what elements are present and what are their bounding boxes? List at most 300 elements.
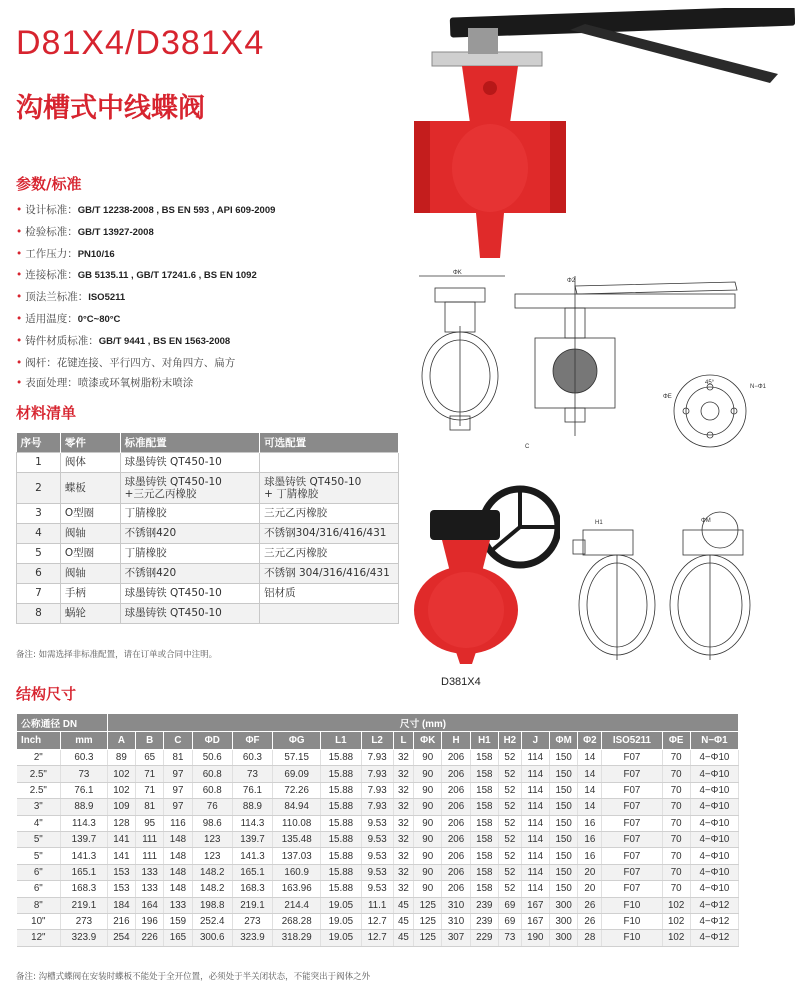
dims-header-cell: ΦF bbox=[232, 732, 272, 750]
dims-cell: 300 bbox=[549, 930, 577, 946]
dims-cell: 114 bbox=[521, 799, 549, 815]
dims-cell: 148.2 bbox=[192, 864, 232, 880]
dims-header-cell: L1 bbox=[321, 732, 361, 750]
dims-cell: 89 bbox=[107, 750, 135, 766]
dims-cell: 69 bbox=[498, 913, 521, 929]
dims-cell: 148 bbox=[164, 848, 192, 864]
dims-cell: F07 bbox=[602, 782, 662, 798]
materials-cell-std: 球墨铸铁 QT450-10 bbox=[120, 452, 260, 472]
dims-cell: 73 bbox=[232, 766, 272, 782]
dims-cell: 90 bbox=[414, 799, 442, 815]
dims-cell: 158 bbox=[470, 881, 498, 897]
dims-cell: 206 bbox=[442, 750, 470, 766]
dims-cell: 19.05 bbox=[321, 913, 361, 929]
dims-cell: 97 bbox=[164, 799, 192, 815]
dims-cell: F07 bbox=[602, 864, 662, 880]
dims-cell: 252.4 bbox=[192, 913, 232, 929]
param-label: 设计标准： bbox=[25, 204, 78, 216]
dims-row bbox=[17, 881, 739, 897]
dims-cell: 8" bbox=[17, 897, 61, 913]
param-row bbox=[16, 331, 396, 353]
dims-cell: 7.93 bbox=[361, 766, 393, 782]
materials-cell-std: 球墨铸铁 QT450-10 +三元乙丙橡胶 bbox=[120, 472, 260, 503]
dims-cell: 4−Φ12 bbox=[690, 930, 738, 946]
param-row bbox=[16, 309, 396, 331]
dimension-table bbox=[16, 713, 739, 947]
materials-cell-part: 阀轴 bbox=[60, 523, 120, 543]
materials-cell-no: 6 bbox=[17, 563, 61, 583]
dims-cell: 76.1 bbox=[61, 782, 108, 798]
dims-cell: 52 bbox=[498, 831, 521, 847]
dims-cell: 133 bbox=[164, 897, 192, 913]
dims-cell: 95 bbox=[136, 815, 164, 831]
dims-cell: 70 bbox=[662, 881, 690, 897]
dims-row bbox=[17, 766, 739, 782]
materials-row bbox=[17, 583, 399, 603]
dims-cell: 69 bbox=[498, 897, 521, 913]
label-phi2: Φ2 bbox=[567, 278, 576, 284]
dims-cell: 15.88 bbox=[321, 750, 361, 766]
param-value: GB 5135.11 , GB/T 17241.6 , BS EN 1092 bbox=[77, 270, 257, 282]
bullet-icon: • bbox=[16, 334, 23, 347]
param-value: 喷漆或环氧树脂粉末喷涂 bbox=[77, 377, 194, 390]
param-label: 适用温度： bbox=[25, 312, 78, 325]
dims-cell: 148 bbox=[164, 864, 192, 880]
dims-cell: 206 bbox=[442, 782, 470, 798]
dims-cell: 28 bbox=[578, 930, 602, 946]
dims-cell: 69.09 bbox=[273, 766, 321, 782]
materials-cell-opt: 不锈钢 304/316/416/431 bbox=[260, 563, 399, 583]
materials-cell-no: 7 bbox=[17, 583, 61, 603]
materials-row bbox=[17, 503, 399, 523]
page-title: D81X4/D381X4 bbox=[16, 24, 265, 62]
param-row bbox=[16, 244, 396, 266]
param-label: 检验标准： bbox=[25, 225, 78, 238]
dims-cell: 310 bbox=[442, 897, 470, 913]
dims-cell: 102 bbox=[662, 913, 690, 929]
dims-cell: F07 bbox=[602, 750, 662, 766]
dims-cell: 159 bbox=[164, 913, 192, 929]
dims-cell: 141 bbox=[107, 831, 135, 847]
dims-cell: 165.1 bbox=[232, 864, 272, 880]
dims-header-cell: ΦD bbox=[192, 732, 232, 750]
materials-cell-no: 3 bbox=[17, 503, 61, 523]
dims-header-cell: mm bbox=[61, 732, 108, 750]
dims-cell: 90 bbox=[414, 766, 442, 782]
materials-cell-opt: 三元乙丙橡胶 bbox=[260, 543, 399, 563]
dims-cell: 7.93 bbox=[361, 799, 393, 815]
dims-cell: 90 bbox=[414, 831, 442, 847]
dims-header-cell: A bbox=[107, 732, 135, 750]
dims-cell: 97 bbox=[164, 782, 192, 798]
dims-cell: 4−Φ12 bbox=[690, 913, 738, 929]
dims-cell: 45 bbox=[393, 913, 413, 929]
dims-header-cell: ISO5211 bbox=[602, 732, 662, 750]
dims-cell: 52 bbox=[498, 782, 521, 798]
dims-cell: 214.4 bbox=[273, 897, 321, 913]
dims-cell: 15.88 bbox=[321, 766, 361, 782]
param-row bbox=[16, 353, 396, 374]
dims-cell: 150 bbox=[549, 815, 577, 831]
dims-header-cell: ΦE bbox=[662, 732, 690, 750]
dims-cell: 150 bbox=[549, 848, 577, 864]
materials-cell-part: 蜗轮 bbox=[60, 603, 120, 623]
dims-cell: 150 bbox=[549, 750, 577, 766]
dims-cell: 50.6 bbox=[192, 750, 232, 766]
param-row bbox=[16, 222, 396, 244]
dims-cell: 70 bbox=[662, 848, 690, 864]
materials-cell-std: 球墨铸铁 QT450-10 bbox=[120, 603, 260, 623]
dims-cell: 73 bbox=[498, 930, 521, 946]
dims-cell: 20 bbox=[578, 864, 602, 880]
dims-note: 备注: 沟槽式蝶阀在安装时蝶板不能处于全开位置，必须处于半关闭状态，不能突出于阀体之外 bbox=[16, 972, 371, 982]
dims-cell: 3" bbox=[17, 799, 61, 815]
dims-cell: 114 bbox=[521, 864, 549, 880]
dims-cell: 19.05 bbox=[321, 897, 361, 913]
dims-cell: 16 bbox=[578, 831, 602, 847]
materials-cell-std: 不锈钢420 bbox=[120, 563, 260, 583]
dims-cell: 206 bbox=[442, 766, 470, 782]
dims-cell: 137.03 bbox=[273, 848, 321, 864]
dims-cell: 97 bbox=[164, 766, 192, 782]
dims-cell: 9.53 bbox=[361, 815, 393, 831]
dims-cell: 141.3 bbox=[232, 848, 272, 864]
dims-cell: 4−Φ10 bbox=[690, 848, 738, 864]
dims-cell: F10 bbox=[602, 897, 662, 913]
page-subtitle: 沟槽式中线蝶阀 bbox=[16, 93, 205, 124]
dims-cell: 12.7 bbox=[361, 930, 393, 946]
dims-cell: 158 bbox=[470, 815, 498, 831]
dims-cell: 15.88 bbox=[321, 815, 361, 831]
dims-header-cell: ΦG bbox=[273, 732, 321, 750]
dims-cell: 6" bbox=[17, 864, 61, 880]
dims-cell: 318.29 bbox=[273, 930, 321, 946]
dims-cell: 133 bbox=[136, 864, 164, 880]
dims-cell: 90 bbox=[414, 815, 442, 831]
dims-header-cell: ΦM bbox=[549, 732, 577, 750]
dims-cell: 70 bbox=[662, 831, 690, 847]
dims-row bbox=[17, 930, 739, 946]
dims-header-cell: J bbox=[521, 732, 549, 750]
valve-lever-photo bbox=[410, 8, 795, 266]
dims-cell: 76.1 bbox=[232, 782, 272, 798]
materials-row bbox=[17, 603, 399, 623]
dims-cell: 153 bbox=[107, 881, 135, 897]
dims-cell: 71 bbox=[136, 782, 164, 798]
materials-cell-opt: 球墨铸铁 QT450-10 + 丁腈橡胶 bbox=[260, 472, 399, 503]
dims-cell: 15.88 bbox=[321, 831, 361, 847]
materials-cell-no: 1 bbox=[17, 452, 61, 472]
dims-cell: 158 bbox=[470, 799, 498, 815]
dn-header: 公称通径 DN bbox=[17, 714, 108, 732]
dims-cell: 114 bbox=[521, 881, 549, 897]
bullet-icon: • bbox=[16, 356, 23, 369]
dims-cell: 111 bbox=[136, 831, 164, 847]
dims-cell: 32 bbox=[393, 848, 413, 864]
dims-cell: 102 bbox=[107, 782, 135, 798]
dims-cell: 300.6 bbox=[192, 930, 232, 946]
materials-cell-no: 4 bbox=[17, 523, 61, 543]
dims-row bbox=[17, 848, 739, 864]
dims-cell: 32 bbox=[393, 864, 413, 880]
dims-cell: 158 bbox=[470, 750, 498, 766]
dims-header-cell: H2 bbox=[498, 732, 521, 750]
materials-row bbox=[17, 563, 399, 583]
dims-cell: 114 bbox=[521, 782, 549, 798]
materials-cell-opt bbox=[260, 452, 399, 472]
dims-cell: 9.53 bbox=[361, 881, 393, 897]
dims-cell: 5" bbox=[17, 848, 61, 864]
dims-cell: 153 bbox=[107, 864, 135, 880]
dims-row bbox=[17, 913, 739, 929]
dims-cell: 70 bbox=[662, 815, 690, 831]
dims-cell: 323.9 bbox=[232, 930, 272, 946]
dims-cell: 150 bbox=[549, 864, 577, 880]
dims-cell: 57.15 bbox=[273, 750, 321, 766]
dims-cell: 72.26 bbox=[273, 782, 321, 798]
materials-cell-no: 2 bbox=[17, 472, 61, 503]
dims-cell: 102 bbox=[662, 930, 690, 946]
dims-cell: 70 bbox=[662, 766, 690, 782]
bullet-icon: • bbox=[16, 225, 23, 238]
dims-cell: 148 bbox=[164, 881, 192, 897]
dims-header-cell: C bbox=[164, 732, 192, 750]
dims-cell: 60.3 bbox=[61, 750, 108, 766]
param-label: 连接标准： bbox=[25, 269, 78, 282]
dims-cell: 268.28 bbox=[273, 913, 321, 929]
materials-cell-std: 丁腈橡胶 bbox=[120, 503, 260, 523]
dims-cell: 32 bbox=[393, 881, 413, 897]
params-list bbox=[16, 200, 396, 394]
param-value: GB/T 12238-2008 , BS EN 593 , API 609-2009 bbox=[77, 205, 276, 216]
dimension-drawing-lever bbox=[405, 266, 795, 456]
dims-cell: 32 bbox=[393, 831, 413, 847]
materials-header-cell: 零件 bbox=[60, 433, 120, 452]
dims-cell: 163.96 bbox=[273, 881, 321, 897]
dims-cell: 139.7 bbox=[61, 831, 108, 847]
dims-cell: 168.3 bbox=[232, 881, 272, 897]
param-value: 0°C~80°C bbox=[77, 313, 121, 325]
bullet-icon: • bbox=[16, 204, 23, 216]
dims-cell: 300 bbox=[549, 897, 577, 913]
dims-cell: 219.1 bbox=[61, 897, 108, 913]
label-n-phi1: N−Φ1 bbox=[750, 384, 766, 390]
dims-cell: 88.9 bbox=[61, 799, 108, 815]
materials-cell-opt: 不锈钢304/316/416/431 bbox=[260, 523, 399, 543]
materials-cell-std: 球墨铸铁 QT450-10 bbox=[120, 583, 260, 603]
param-value: GB/T 13927-2008 bbox=[77, 226, 154, 238]
dims-cell: 70 bbox=[662, 782, 690, 798]
dims-row bbox=[17, 799, 739, 815]
dims-cell: 65 bbox=[136, 750, 164, 766]
dims-cell: F07 bbox=[602, 815, 662, 831]
materials-row bbox=[17, 523, 399, 543]
materials-header-cell: 序号 bbox=[17, 433, 61, 452]
dims-cell: 4−Φ10 bbox=[690, 881, 738, 897]
materials-cell-part: 阀轴 bbox=[60, 563, 120, 583]
dims-cell: 114 bbox=[521, 815, 549, 831]
dims-cell: 2.5" bbox=[17, 766, 61, 782]
materials-cell-opt: 铝材质 bbox=[260, 583, 399, 603]
dims-cell: 158 bbox=[470, 864, 498, 880]
dims-cell: 102 bbox=[662, 897, 690, 913]
dims-cell: F07 bbox=[602, 799, 662, 815]
materials-header-cell: 标准配置 bbox=[120, 433, 260, 452]
dims-cell: 7.93 bbox=[361, 782, 393, 798]
dims-cell: 32 bbox=[393, 782, 413, 798]
dims-cell: 323.9 bbox=[61, 930, 108, 946]
dims-header-cell: Φ2 bbox=[578, 732, 602, 750]
dims-cell: 114.3 bbox=[232, 815, 272, 831]
dims-cell: 125 bbox=[414, 913, 442, 929]
dims-cell: 219.1 bbox=[232, 897, 272, 913]
dims-cell: 81 bbox=[136, 799, 164, 815]
dims-cell: 114 bbox=[521, 750, 549, 766]
dims-cell: 9.53 bbox=[361, 831, 393, 847]
label-phim: ΦM bbox=[701, 518, 711, 524]
dims-cell: 4−Φ10 bbox=[690, 750, 738, 766]
dims-cell: 2" bbox=[17, 750, 61, 766]
materials-row bbox=[17, 452, 399, 472]
dims-cell: 9.53 bbox=[361, 848, 393, 864]
dims-row bbox=[17, 831, 739, 847]
dims-cell: 114 bbox=[521, 831, 549, 847]
dims-cell: 76 bbox=[192, 799, 232, 815]
dims-cell: 14 bbox=[578, 766, 602, 782]
dims-cell: 123 bbox=[192, 848, 232, 864]
dims-cell: 133 bbox=[136, 881, 164, 897]
dims-cell: 239 bbox=[470, 897, 498, 913]
dims-cell: 88.9 bbox=[232, 799, 272, 815]
dims-cell: 150 bbox=[549, 766, 577, 782]
dims-cell: 60.8 bbox=[192, 782, 232, 798]
param-label: 顶法兰标准： bbox=[25, 291, 89, 304]
materials-cell-std: 丁腈橡胶 bbox=[120, 543, 260, 563]
dims-cell: 148.2 bbox=[192, 881, 232, 897]
dimension-drawing-gear bbox=[565, 510, 795, 670]
dims-cell: 239 bbox=[470, 913, 498, 929]
label-phik: ΦK bbox=[453, 270, 462, 276]
dims-cell: 141 bbox=[107, 848, 135, 864]
param-row bbox=[16, 373, 396, 394]
dims-header-cell: L2 bbox=[361, 732, 393, 750]
dims-cell: 52 bbox=[498, 864, 521, 880]
dims-cell: 206 bbox=[442, 799, 470, 815]
dims-cell: 16 bbox=[578, 848, 602, 864]
dims-cell: 81 bbox=[164, 750, 192, 766]
dims-header-cell: L bbox=[393, 732, 413, 750]
dims-cell: 158 bbox=[470, 782, 498, 798]
dims-cell: 52 bbox=[498, 815, 521, 831]
dims-cell: 206 bbox=[442, 864, 470, 880]
dims-cell: 128 bbox=[107, 815, 135, 831]
param-label: 铸件材质标准： bbox=[25, 334, 99, 347]
dims-cell: 150 bbox=[549, 799, 577, 815]
size-header: 尺寸 (mm) bbox=[107, 714, 738, 732]
dims-cell: 167 bbox=[521, 913, 549, 929]
param-value: GB/T 9441 , BS EN 1563-2008 bbox=[98, 335, 231, 347]
dims-cell: 165 bbox=[164, 930, 192, 946]
dims-cell: 4−Φ10 bbox=[690, 864, 738, 880]
materials-row bbox=[17, 472, 399, 503]
dims-cell: 150 bbox=[549, 881, 577, 897]
dims-cell: 168.3 bbox=[61, 881, 108, 897]
dims-cell: 5" bbox=[17, 831, 61, 847]
label-h1: H1 bbox=[595, 520, 603, 526]
dims-cell: 90 bbox=[414, 864, 442, 880]
dims-cell: 15.88 bbox=[321, 848, 361, 864]
dims-cell: 123 bbox=[192, 831, 232, 847]
dims-cell: 110.08 bbox=[273, 815, 321, 831]
materials-cell-part: O型圈 bbox=[60, 503, 120, 523]
dims-cell: 111 bbox=[136, 848, 164, 864]
materials-cell-part: 阀体 bbox=[60, 452, 120, 472]
dims-header-cell: ΦK bbox=[414, 732, 442, 750]
dims-cell: 150 bbox=[549, 782, 577, 798]
dims-cell: 20 bbox=[578, 881, 602, 897]
dims-cell: 114.3 bbox=[61, 815, 108, 831]
dims-cell: 310 bbox=[442, 913, 470, 929]
dims-cell: 150 bbox=[549, 831, 577, 847]
dims-cell: 116 bbox=[164, 815, 192, 831]
dims-cell: 6" bbox=[17, 881, 61, 897]
materials-cell-no: 8 bbox=[17, 603, 61, 623]
valve-gear-photo bbox=[410, 482, 560, 667]
materials-cell-part: 手柄 bbox=[60, 583, 120, 603]
dims-row bbox=[17, 864, 739, 880]
dims-cell: 184 bbox=[107, 897, 135, 913]
dims-cell: 14 bbox=[578, 799, 602, 815]
dims-cell: 139.7 bbox=[232, 831, 272, 847]
materials-cell-part: O型圈 bbox=[60, 543, 120, 563]
param-row bbox=[16, 265, 396, 287]
dims-cell: 4−Φ12 bbox=[690, 897, 738, 913]
label-c: C bbox=[525, 444, 530, 450]
dims-cell: 206 bbox=[442, 831, 470, 847]
dims-header-cell: B bbox=[136, 732, 164, 750]
dims-cell: 52 bbox=[498, 750, 521, 766]
dims-cell: 73 bbox=[61, 766, 108, 782]
param-label: 工作压力： bbox=[25, 247, 78, 260]
dims-cell: 164 bbox=[136, 897, 164, 913]
materials-cell-opt: 三元乙丙橡胶 bbox=[260, 503, 399, 523]
bullet-icon: • bbox=[16, 312, 23, 325]
param-label: 表面处理： bbox=[25, 377, 78, 390]
dims-header-cell: Inch bbox=[17, 732, 61, 750]
dims-row bbox=[17, 782, 739, 798]
dims-cell: 300 bbox=[549, 913, 577, 929]
dims-cell: 14 bbox=[578, 782, 602, 798]
dims-cell: 12.7 bbox=[361, 913, 393, 929]
dims-cell: 158 bbox=[470, 848, 498, 864]
dims-header-cell: H1 bbox=[470, 732, 498, 750]
dims-cell: 32 bbox=[393, 815, 413, 831]
dims-cell: 60.8 bbox=[192, 766, 232, 782]
dims-cell: 15.88 bbox=[321, 864, 361, 880]
dims-cell: 4−Φ10 bbox=[690, 815, 738, 831]
dims-cell: 15.88 bbox=[321, 799, 361, 815]
dims-cell: 45 bbox=[393, 897, 413, 913]
dims-cell: 90 bbox=[414, 782, 442, 798]
bullet-icon: • bbox=[16, 291, 23, 304]
dims-cell: 32 bbox=[393, 799, 413, 815]
dims-cell: 158 bbox=[470, 766, 498, 782]
dims-cell: 307 bbox=[442, 930, 470, 946]
dims-cell: F07 bbox=[602, 831, 662, 847]
materials-cell-part: 蝶板 bbox=[60, 472, 120, 503]
params-heading: 参数/标准 bbox=[16, 175, 82, 193]
dims-cell: 26 bbox=[578, 897, 602, 913]
